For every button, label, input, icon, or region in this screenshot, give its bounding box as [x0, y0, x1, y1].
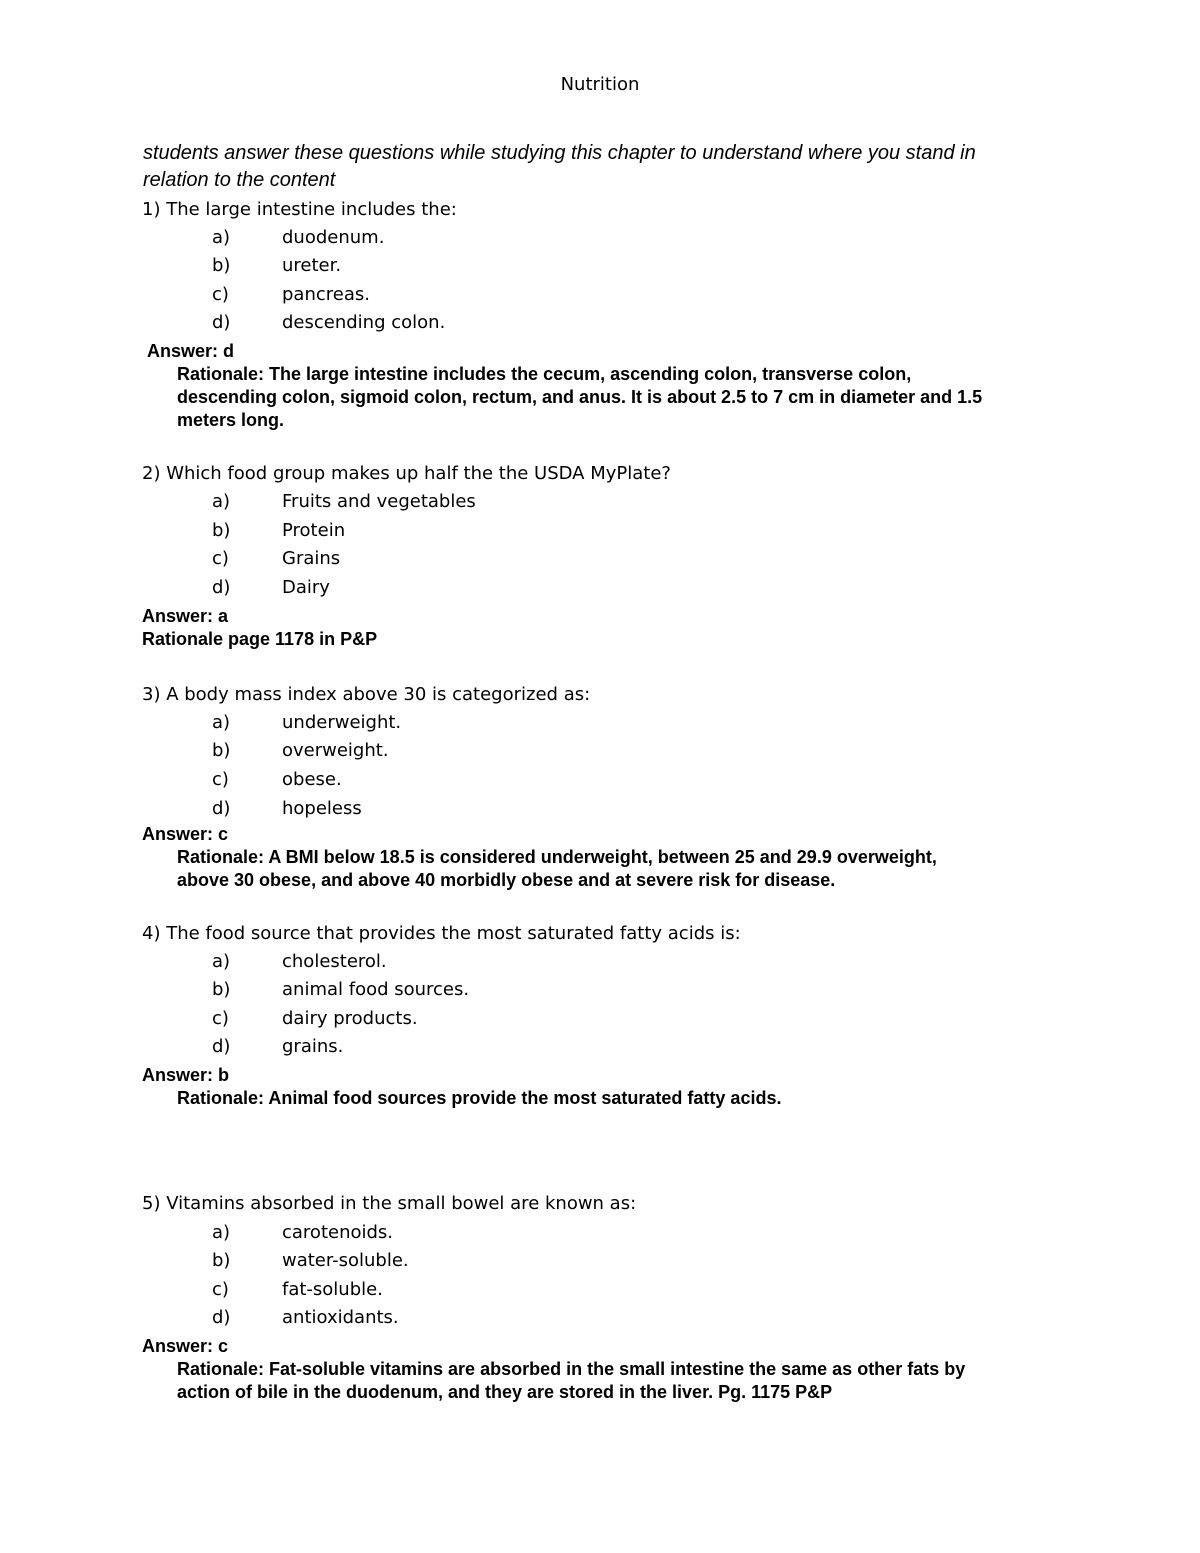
question-3-rationale-line-1: Rationale: A BMI below 18.5 is considered underweight, between 25 and 29.9 overweight, — [177, 847, 937, 867]
question-2-option-d: Dairy — [282, 577, 330, 598]
question-4-answer: Answer: b — [142, 1065, 230, 1085]
question-2-option-a: Fruits and vegetables — [282, 491, 476, 512]
document-title: Nutrition — [560, 74, 640, 95]
question-4-option-b-letter: b) — [212, 979, 231, 1000]
question-4-option-d: grains. — [282, 1036, 344, 1057]
question-5-option-c: fat-soluble. — [282, 1279, 383, 1300]
question-2-option-d-letter: d) — [212, 577, 231, 598]
question-1-option-a-letter: a) — [212, 227, 231, 248]
question-1-rationale-line-1: Rationale: The large intestine includes the cecum, ascending colon, transverse colon, — [177, 364, 912, 384]
question-3-option-b: overweight. — [282, 740, 389, 761]
question-1-option-d-letter: d) — [212, 312, 231, 333]
question-2-answer: Answer: a — [142, 606, 229, 626]
question-5-option-a: carotenoids. — [282, 1222, 394, 1243]
question-4-option-c-letter: c) — [212, 1008, 229, 1029]
question-4-option-c: dairy products. — [282, 1008, 418, 1029]
question-2-option-a-letter: a) — [212, 491, 231, 512]
question-5-option-c-letter: c) — [212, 1279, 229, 1300]
question-3-option-b-letter: b) — [212, 740, 231, 761]
question-4-rationale: Rationale: Animal food sources provide the most saturated fatty acids. — [177, 1088, 782, 1108]
question-1-option-d: descending colon. — [282, 312, 446, 333]
question-3-option-a-letter: a) — [212, 712, 231, 733]
question-1-option-c: pancreas. — [282, 284, 370, 305]
question-3-option-a: underweight. — [282, 712, 402, 733]
question-5-answer: Answer: c — [142, 1336, 229, 1356]
question-1-rationale-line-2: descending colon, sigmoid colon, rectum, and anus. It is about 2.5 to 7 cm in diameter and 1.5 — [177, 387, 983, 407]
question-3-option-d: hopeless — [282, 798, 362, 819]
question-5-option-b-letter: b) — [212, 1250, 231, 1271]
question-2-option-b: Protein — [282, 520, 346, 541]
question-5-option-d: antioxidants. — [282, 1307, 399, 1328]
question-2-stem: 2) Which food group makes up half the the USDA MyPlate? — [142, 463, 671, 484]
question-4-option-b: animal food sources. — [282, 979, 470, 1000]
question-3-option-c: obese. — [282, 769, 342, 790]
question-3-stem: 3) A body mass index above 30 is categorized as: — [142, 684, 591, 705]
intro-line-2: relation to the content — [143, 169, 336, 191]
question-4-option-d-letter: d) — [212, 1036, 231, 1057]
question-1-answer: Answer: d — [147, 341, 235, 361]
question-2-option-b-letter: b) — [212, 520, 231, 541]
question-2-rationale: Rationale page 1178 in P&P — [142, 629, 378, 649]
question-5-stem: 5) Vitamins absorbed in the small bowel are known as: — [142, 1193, 637, 1214]
question-5-rationale-line-2: action of bile in the duodenum, and they are stored in the liver. Pg. 1175 P&P — [177, 1382, 833, 1402]
question-3-answer: Answer: c — [142, 824, 229, 844]
question-3-option-d-letter: d) — [212, 798, 231, 819]
question-1-stem: 1) The large intestine includes the: — [142, 199, 457, 220]
intro-line-1: students answer these questions while studying this chapter to understand where you stand in — [143, 142, 976, 164]
question-5-option-a-letter: a) — [212, 1222, 231, 1243]
question-1-rationale-line-3: meters long. — [177, 410, 285, 430]
question-1-option-c-letter: c) — [212, 284, 229, 305]
question-1-option-a: duodenum. — [282, 227, 385, 248]
question-5-option-b: water-soluble. — [282, 1250, 409, 1271]
question-4-stem: 4) The food source that provides the most saturated fatty acids is: — [142, 923, 741, 944]
question-1-option-b: ureter. — [282, 255, 342, 276]
question-4-option-a-letter: a) — [212, 951, 231, 972]
question-1-option-b-letter: b) — [212, 255, 231, 276]
question-4-option-a: cholesterol. — [282, 951, 387, 972]
question-3-rationale-line-2: above 30 obese, and above 40 morbidly obese and at severe risk for disease. — [177, 870, 836, 890]
question-2-option-c-letter: c) — [212, 548, 229, 569]
question-5-rationale-line-1: Rationale: Fat-soluble vitamins are absorbed in the small intestine the same as other fats by — [177, 1359, 966, 1379]
question-3-option-c-letter: c) — [212, 769, 229, 790]
question-5-option-d-letter: d) — [212, 1307, 231, 1328]
question-2-option-c: Grains — [282, 548, 341, 569]
